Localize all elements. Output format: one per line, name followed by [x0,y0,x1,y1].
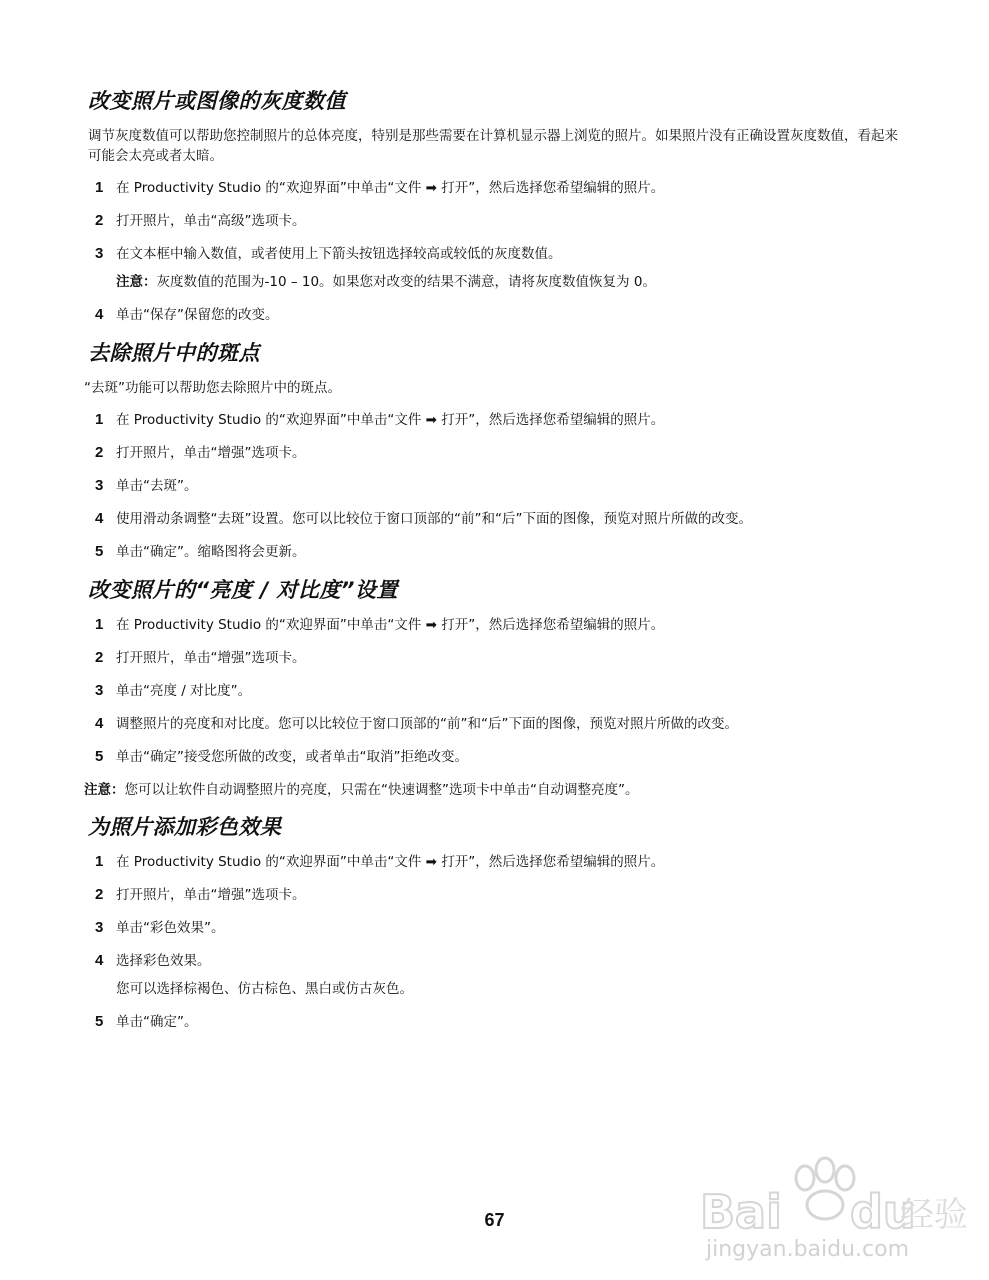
step-number: 2 [95,444,104,461]
step-list [88,410,903,562]
step-text: 在 Productivity Studio 的“欢迎界面”中单击“文件 ➡ 打开”，然后选择您希望编辑的照片。 [116,854,665,870]
step-item [88,648,903,668]
step-number: 3 [95,477,104,494]
watermark-url: jingyan.baidu.com [706,1237,910,1262]
step-text: 使用滑动条调整“去斑”设置。您可以比较位于窗口顶部的“前”和“后”下面的图像，预览对照片所做的改变。 [116,511,752,527]
svg-text:du: du [850,1185,916,1239]
step-number: 1 [95,616,104,633]
step-number: 1 [95,179,104,196]
step-list [88,615,903,767]
page-content [84,86,903,1045]
step-text: 单击“确定”。缩略图将会更新。 [116,544,306,560]
section-intro: “去斑”功能可以帮助您去除照片中的斑点。 [84,380,341,396]
step-item [88,244,903,292]
step-text: 单击“确定”接受您所做的改变，或者单击“取消”拒绝改变。 [116,749,468,765]
step-text: 打开照片，单击“高级”选项卡。 [116,213,306,229]
step-item [88,542,903,562]
step-number: 3 [95,245,104,262]
baidu-jingyan-watermark [700,1130,968,1262]
step-item [88,747,903,767]
step-text: 单击“彩色效果”。 [116,920,225,936]
step-list [88,178,903,325]
step-number: 4 [95,510,104,527]
step-item [88,509,903,529]
step-item [88,951,903,999]
step-text: 在文本框中输入数值，或者使用上下箭头按钮选择较高或较低的灰度数值。 [116,246,562,262]
step-number: 2 [95,886,104,903]
step-item [88,211,903,231]
step-number: 4 [95,306,104,323]
step-text: 单击“亮度 / 对比度”。 [116,683,252,699]
watermark-brand: Bai [700,1185,782,1239]
step-number: 5 [95,1013,104,1030]
step-item [88,615,903,635]
step-number: 4 [95,715,104,732]
step-item [88,305,903,325]
step-number: 1 [95,411,104,428]
step-text: 在 Productivity Studio 的“欢迎界面”中单击“文件 ➡ 打开”，然后选择您希望编辑的照片。 [116,412,665,428]
section-title: 改变照片或图像的灰度数值 [88,89,346,113]
step-text: 选择彩色效果。 [116,953,211,969]
step-extra-text: 您可以选择棕褐色、仿古棕色、黑白或仿古灰色。 [116,981,413,997]
step-text: 调整照片的亮度和对比度。您可以比较位于窗口顶部的“前”和“后”下面的图像，预览对照片所做的改变。 [116,716,738,732]
note-text: 灰度数值的范围为-10 – 10。如果您对改变的结果不满意，请将灰度数值恢复为 0。 [156,274,656,290]
svg-text:经验: 经验 [900,1195,968,1235]
step-number: 2 [95,212,104,229]
step-number: 2 [95,649,104,666]
step-item [88,1012,903,1032]
section-color-effects [88,812,903,1032]
step-text: 在 Productivity Studio 的“欢迎界面”中单击“文件 ➡ 打开”，然后选择您希望编辑的照片。 [116,180,665,196]
section-brightness-contrast [84,575,903,800]
step-text: 单击“保存”保留您的改变。 [116,307,279,323]
step-text: 打开照片，单击“增强”选项卡。 [116,650,306,666]
note-label: 注意： [84,782,125,798]
step-note [116,272,903,292]
page-number: 67 [484,1210,505,1230]
section-intro: 调节灰度数值可以帮助您控制照片的总体亮度，特别是那些需要在计算机显示器上浏览的照片。如果照片没有正确设置灰度数值，看起来可能会太亮或者太暗。 [88,128,898,164]
step-number: 5 [95,543,104,560]
section-note [84,780,903,800]
step-number: 1 [95,853,104,870]
step-list [88,852,903,1032]
step-number: 5 [95,748,104,765]
section-grayscale [88,86,903,325]
step-number: 3 [95,919,104,936]
step-item [88,852,903,872]
step-text: 单击“确定”。 [116,1014,198,1030]
step-item [88,443,903,463]
step-number: 4 [95,952,104,969]
step-text: 打开照片，单击“增强”选项卡。 [116,887,306,903]
step-item [88,476,903,496]
step-item [88,714,903,734]
step-item [88,410,903,430]
step-item [88,681,903,701]
section-title: 去除照片中的斑点 [88,341,260,365]
section-title: 改变照片的“亮度 / 对比度”设置 [88,578,398,602]
step-text: 单击“去斑”。 [116,478,198,494]
note-label: 注意： [116,274,157,290]
step-text: 在 Productivity Studio 的“欢迎界面”中单击“文件 ➡ 打开”，然后选择您希望编辑的照片。 [116,617,665,633]
step-item [88,885,903,905]
section-despeckle [84,338,903,562]
step-item [88,178,903,198]
step-text: 打开照片，单击“增强”选项卡。 [116,445,306,461]
step-number: 3 [95,682,104,699]
note-text: 您可以让软件自动调整照片的亮度，只需在“快速调整”选项卡中单击“自动调整亮度”。 [124,782,639,798]
step-item [88,918,903,938]
section-title: 为照片添加彩色效果 [88,815,282,839]
